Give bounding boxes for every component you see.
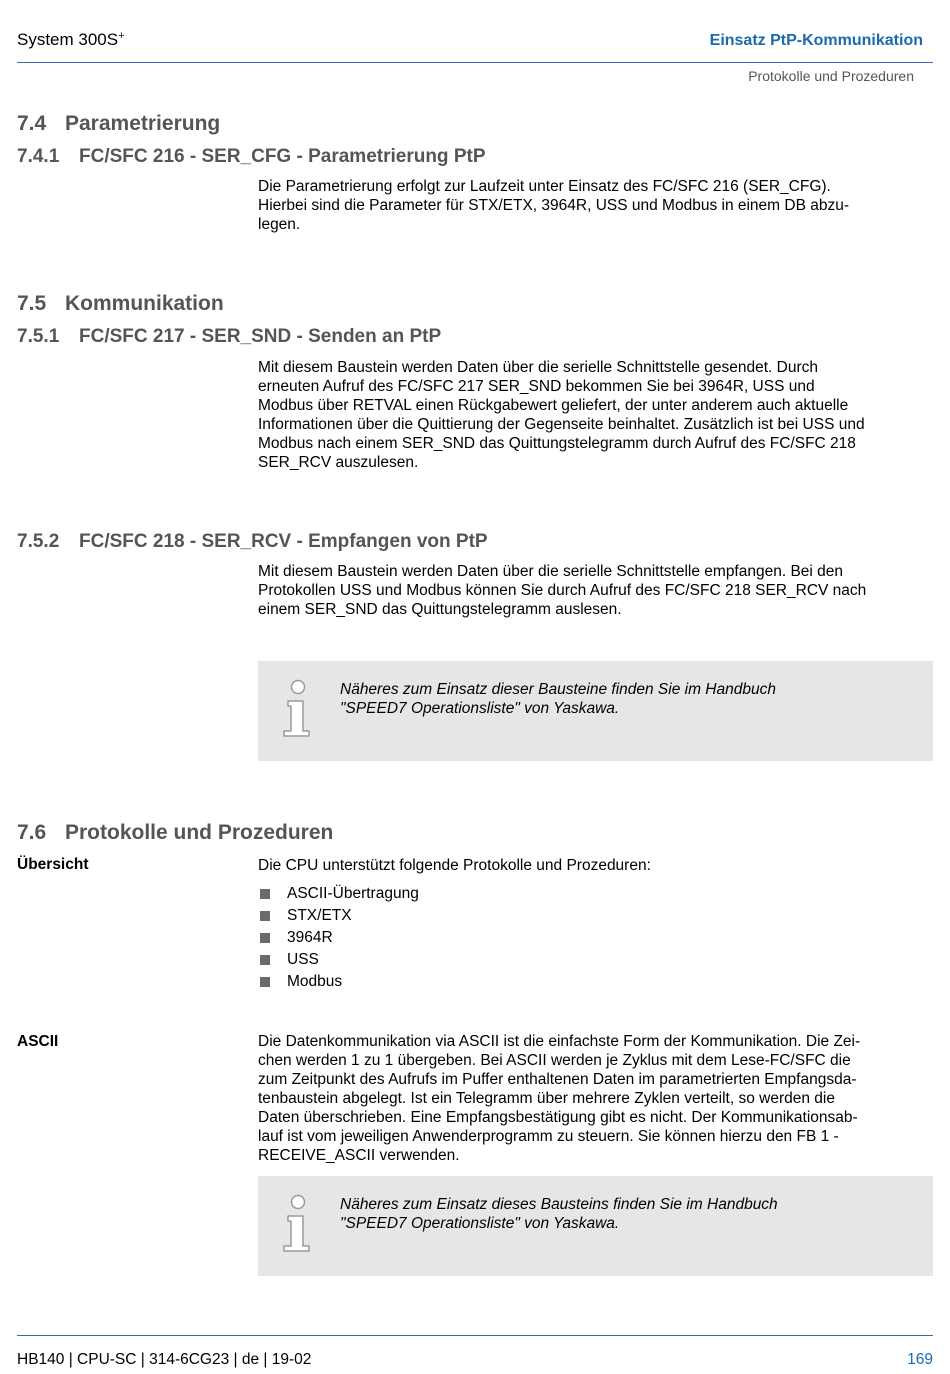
chapter-title: Einsatz PtP-Kommunikation	[709, 32, 923, 49]
text-line: Mit diesem Baustein werden Daten über die serielle Schnittstelle empfangen. Bei den	[258, 563, 844, 580]
paragraph-7-4-1	[258, 177, 930, 234]
heading-text: Parametrierung	[65, 112, 221, 135]
paragraph-7-5-2	[258, 562, 930, 619]
section-subtitle: Protokolle und Prozeduren	[748, 68, 914, 84]
paragraph-uebersicht: Die CPU unterstützt folgende Protokolle und Prozeduren:	[258, 857, 651, 874]
bullet-square-icon	[260, 955, 270, 965]
text-line: tenbaustein abgelegt. Ist ein Telegramm über mehrere Zyklen verteilt, so werden die	[258, 1090, 835, 1107]
list-item-text: Modbus	[287, 973, 343, 990]
heading-7-5-1	[17, 326, 441, 348]
heading-7-4	[17, 112, 220, 136]
text-line: Näheres zum Einsatz dieses Bausteins finden Sie im Handbuch	[340, 1196, 778, 1213]
list-item-text: STX/ETX	[287, 907, 352, 924]
list-item	[258, 949, 419, 971]
list-item	[258, 971, 419, 993]
list-item	[258, 883, 419, 905]
list-item-text: USS	[287, 951, 319, 968]
footer-doc-id: HB140 | CPU-SC | 314-6CG23 | de | 19-02	[17, 1351, 312, 1368]
bullet-square-icon	[260, 977, 270, 987]
footer-divider	[17, 1335, 933, 1336]
heading-number: 7.4	[17, 112, 47, 135]
text-line: Mit diesem Baustein werden Daten über die serielle Schnittstelle gesendet. Durch	[258, 359, 819, 376]
info-note-box	[258, 661, 933, 761]
text-line: "SPEED7 Operationsliste" von Yaskawa.	[340, 1215, 620, 1232]
text-line: "SPEED7 Operationsliste" von Yaskawa.	[340, 700, 620, 717]
heading-number: 7.5.2	[17, 531, 60, 552]
heading-text: Protokolle und Prozeduren	[65, 821, 334, 844]
info-icon	[282, 1194, 318, 1256]
bullet-square-icon	[260, 889, 270, 899]
info-note-text	[340, 1195, 920, 1233]
paragraph-7-5-1	[258, 358, 930, 472]
heading-number: 7.5.1	[17, 326, 60, 347]
header-title-text: System 300S	[17, 30, 119, 49]
heading-number: 7.6	[17, 821, 47, 844]
text-line: RECEIVE_ASCII verwenden.	[258, 1147, 460, 1164]
text-line: lauf ist vom jeweiligen Anwenderprogramm zu steuern. Sie können hierzu den FB 1 -	[258, 1128, 839, 1145]
side-label-ascii: ASCII	[17, 1033, 59, 1050]
heading-text: FC/SFC 217 - SER_SND - Senden an PtP	[79, 326, 442, 347]
text-line: Näheres zum Einsatz dieser Bausteine finden Sie im Handbuch	[340, 681, 776, 698]
info-note-text	[340, 680, 920, 718]
text-line: Hierbei sind die Parameter für STX/ETX, 3964R, USS und Modbus in einem DB abzu-	[258, 197, 849, 214]
text-line: Modbus nach einem SER_SND das Quittungstelegramm durch Aufruf des FC/SFC 218	[258, 435, 856, 452]
heading-7-5	[17, 292, 224, 316]
text-line: einem SER_SND das Quittungstelegramm auslesen.	[258, 601, 622, 618]
page-number: 169	[907, 1351, 933, 1368]
text-line: erneuten Aufruf des FC/SFC 217 SER_SND bekommen Sie bei 3964R, USS und	[258, 378, 815, 395]
heading-7-6	[17, 821, 333, 845]
text-line: chen werden 1 zu 1 übergeben. Bei ASCII werden je Zyklus mit dem Lese-FC/SFC die	[258, 1052, 851, 1069]
list-item-text: ASCII-Übertragung	[287, 885, 419, 902]
bullet-square-icon	[260, 933, 270, 943]
list-item	[258, 927, 419, 949]
bullet-square-icon	[260, 911, 270, 921]
heading-text: FC/SFC 218 - SER_RCV - Empfangen von PtP	[79, 531, 488, 552]
info-icon	[282, 679, 318, 741]
text-line: Modbus über RETVAL einen Rückgabewert geliefert, der unter anderem auch aktuelle	[258, 397, 849, 414]
info-note-box	[258, 1176, 933, 1276]
heading-text: Kommunikation	[65, 292, 224, 315]
header-divider	[17, 62, 933, 63]
list-item-text: 3964R	[287, 929, 333, 946]
list-item	[258, 905, 419, 927]
heading-number: 7.5	[17, 292, 47, 315]
heading-7-5-2	[17, 531, 488, 553]
heading-7-4-1	[17, 146, 486, 168]
header-title-sup: +	[118, 30, 125, 42]
heading-text: FC/SFC 216 - SER_CFG - Parametrierung PtP	[79, 146, 486, 167]
protocol-list	[258, 883, 419, 993]
text-line: Die Parametrierung erfolgt zur Laufzeit unter Einsatz des FC/SFC 216 (SER_CFG).	[258, 178, 831, 195]
header-title	[17, 30, 125, 50]
paragraph-ascii	[258, 1032, 930, 1165]
side-label-uebersicht: Übersicht	[17, 856, 89, 873]
text-line: zum Zeitpunkt des Aufrufs im Puffer enthaltenen Daten im parametrierten Empfangsda-	[258, 1071, 857, 1088]
text-line: Die Datenkommunikation via ASCII ist die einfachste Form der Kommunikation. Die Zei-	[258, 1033, 861, 1050]
text-line: Protokollen USS und Modbus können Sie durch Aufruf des FC/SFC 218 SER_RCV nach	[258, 582, 867, 599]
heading-number: 7.4.1	[17, 146, 60, 167]
text-line: legen.	[258, 216, 301, 233]
text-line: Daten überschrieben. Eine Empfangsbestätigung gibt es nicht. Der Kommunikationsab-	[258, 1109, 858, 1126]
text-line: Informationen über die Quittierung der Gegenseite beinhaltet. Zusätzlich ist bei USS und	[258, 416, 865, 433]
text-line: SER_RCV auszulesen.	[258, 454, 419, 471]
